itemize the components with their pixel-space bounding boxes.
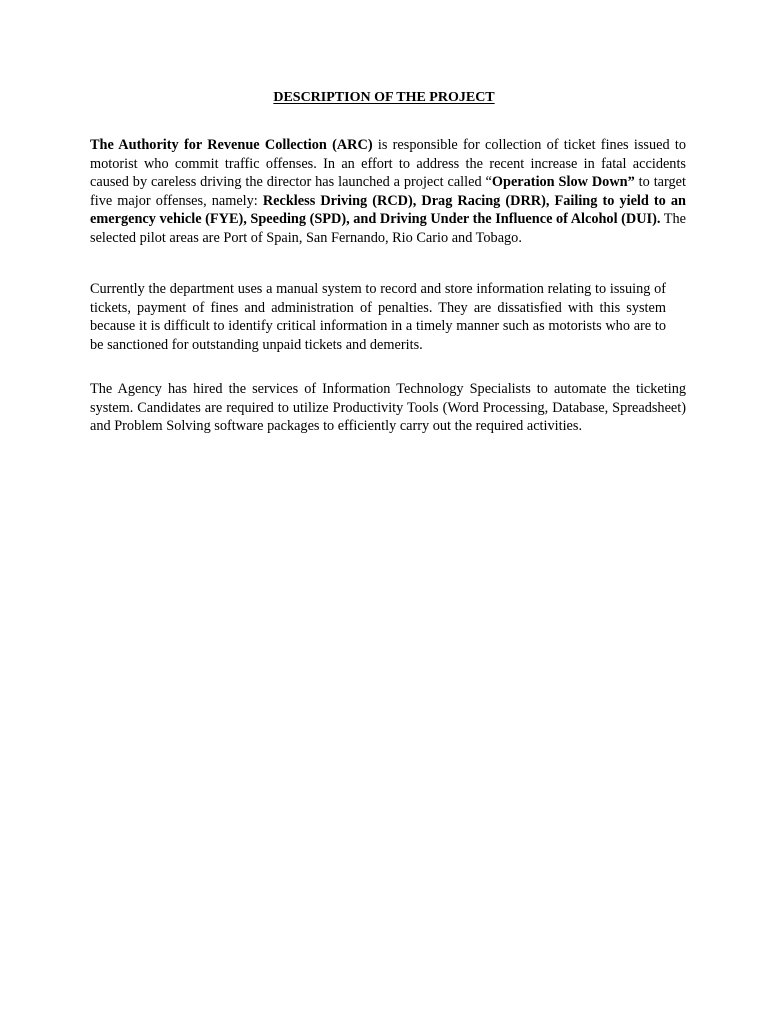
bold-authority-name: The Authority for Revenue Collection (ARC) xyxy=(90,137,373,153)
bold-project-name: Operation Slow Down” xyxy=(491,174,635,191)
bold-offense-list: Reckless Driving (RCD), Drag Racing (DRR), Failing to yield to an emergency vehicle (FYE), Speeding (SPD), and Driving Under the Influence of Alcohol (DUI). xyxy=(90,192,686,228)
paragraph-project-overview xyxy=(90,136,686,248)
paragraph-text: The selected pilot areas are Port of Spain, San Fernando, Rio Cario and Tobago. xyxy=(90,211,687,246)
page-title: DESCRIPTION OF THE PROJECT xyxy=(273,90,495,105)
paragraph-text: is responsible for collection of ticket fines issued to motorist who commit traffic offenses. In an effort to address the recent increase in fatal accidents caused by careless driving the director has launched a project called “ xyxy=(90,137,686,191)
paragraph-agency-hiring: The Agency has hired the services of Information Technology Specialists to automate the ticketing system. Candidates are required to utilize Productivity Tools (Word Processing, Database, Spreadsheet) and Problem Solving software packages to efficiently carry out the required activities. xyxy=(90,381,686,435)
paragraph-current-system: Currently the department uses a manual system to record and store information relating to issuing of tickets, payment of fines and administration of penalties. They are dissatisfied with this system because it is difficult to identify critical information in a timely manner such as motorists who are to be sanctioned for outstanding unpaid tickets and demerits. xyxy=(90,281,666,353)
paragraph-text: to target five major offenses, namely: xyxy=(90,174,687,209)
